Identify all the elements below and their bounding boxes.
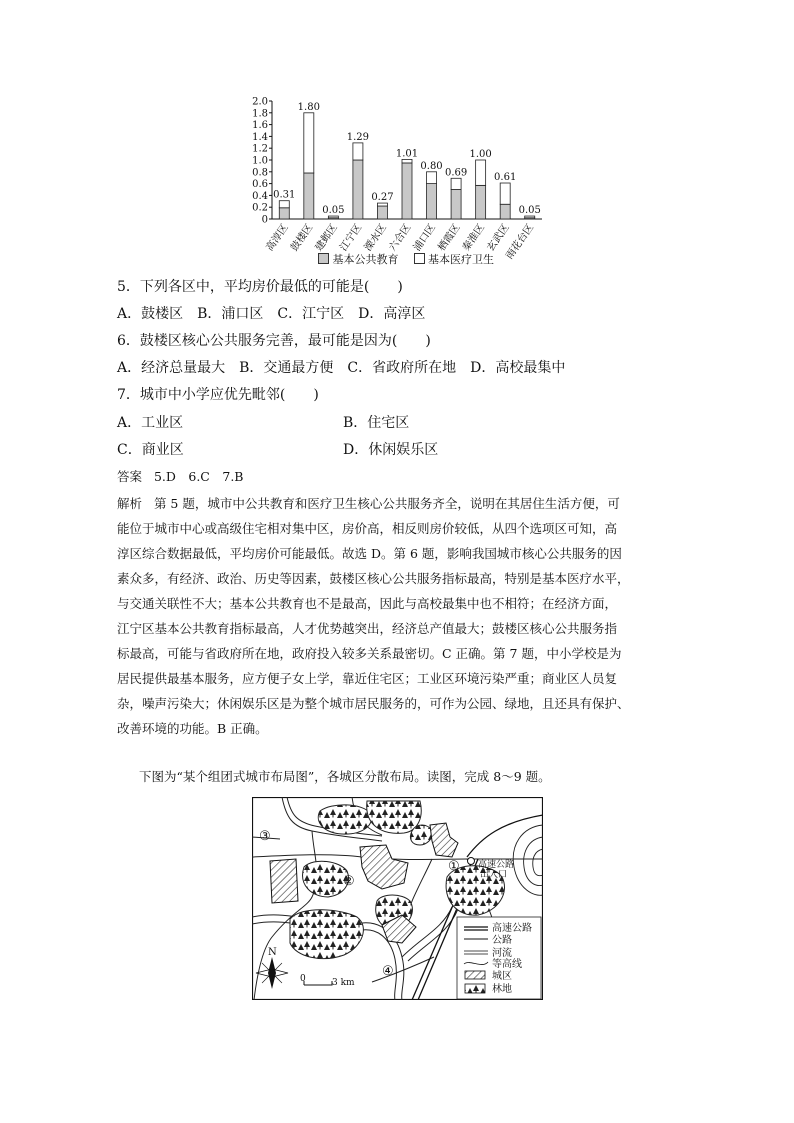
bar-education bbox=[304, 173, 314, 219]
bar-medical bbox=[377, 203, 387, 206]
category-label: 江宁区 bbox=[338, 222, 365, 254]
marker-2: ② bbox=[343, 874, 355, 889]
legend-forest: 林地 bbox=[492, 984, 512, 995]
legend-river: 河流 bbox=[492, 948, 512, 959]
y-tick-label: 1.0 bbox=[252, 155, 268, 167]
marker-4: ④ bbox=[382, 964, 394, 979]
bar-medical bbox=[328, 216, 338, 218]
question-7-option-b: B．住宅区 bbox=[343, 415, 410, 431]
scale-zero: 0 bbox=[300, 974, 306, 984]
legend-highway: 高速公路 bbox=[492, 923, 532, 934]
legend-swatch-medical bbox=[414, 253, 425, 264]
analysis-line: 解析 第 5 题，城市中公共教育和医疗卫生核心公共服务齐全，说明在其居住生活方便，可 bbox=[117, 496, 620, 511]
analysis-label: 解析 bbox=[117, 496, 143, 511]
bar-medical bbox=[402, 159, 412, 163]
analysis-line: 能位于城市中心或高级住宅相对集中区，房价高，相反则房价较低，从四个选项区可知，高 bbox=[117, 521, 618, 536]
question-5-options: A．鼓楼区 B．浦口区 C．江宁区 D．高淳区 bbox=[117, 306, 426, 322]
analysis-line: 杂，噪声污染大；休闲娱乐区是为整个城市居民服务的，可作为公园、绿地，且还具有保护、 bbox=[117, 696, 630, 711]
analysis-line: 居民提供最基本服务，应方便子女上学，靠近住宅区；工业区环境污染严重；商业区人员复 bbox=[117, 671, 618, 686]
marker-3: ③ bbox=[259, 829, 271, 844]
analysis-line: 淳区综合数据最低，平均房价可能最低。故选 D。第 6 题，影响我国城市核心公共服务的因 bbox=[117, 546, 622, 561]
bar-education bbox=[353, 160, 363, 219]
bar-medical bbox=[279, 201, 289, 208]
question-6-options: A．经济总量最大 B．交通最方便 C．省政府所在地 D．高校最集中 bbox=[117, 360, 566, 376]
y-tick-label: 0.8 bbox=[252, 167, 268, 179]
category-label: 鼓楼区 bbox=[289, 222, 316, 254]
scale-km: 3 km bbox=[332, 978, 355, 988]
category-label: 高淳区 bbox=[264, 222, 291, 254]
bar-value-label: 0.61 bbox=[494, 172, 517, 184]
bar-medical bbox=[427, 172, 437, 184]
bar-value-label: 1.80 bbox=[297, 101, 320, 113]
bar-medical bbox=[525, 216, 535, 218]
analysis-line: 素众多，有经济、政治、历史等因素，鼓楼区核心公共服务指标最高，特别是基本医疗水平， bbox=[117, 571, 630, 586]
analysis-line: 江宁区基本公共教育指标最高，人才优势越突出，经济总产值最大；鼓楼区核心公共服务指 bbox=[117, 621, 618, 636]
answer-text: 5.D 6.C 7.B bbox=[153, 469, 244, 484]
y-tick-label: 0.2 bbox=[252, 202, 268, 214]
category-label: 六合区 bbox=[387, 222, 414, 254]
question-7-option-c: C．商业区 bbox=[117, 442, 184, 458]
chart-legend bbox=[318, 253, 494, 267]
question-7-option-d: D．休闲娱乐区 bbox=[343, 442, 439, 458]
legend-contour: 等高线 bbox=[492, 959, 522, 970]
analysis-line: 标最高，可能与省政府所在地，政府投入较多关系最密切。C 正确。第 7 题，中小学校是为 bbox=[117, 646, 622, 661]
bar-value-label: 0.80 bbox=[420, 160, 443, 172]
legend-label-education: 基本公共教育 bbox=[332, 253, 399, 266]
highway-exit-icon bbox=[468, 858, 475, 865]
y-tick-label: 0 bbox=[261, 214, 268, 226]
legend-label-medical: 基本医疗卫生 bbox=[428, 253, 494, 266]
bar-value-label: 0.05 bbox=[322, 205, 345, 217]
bar-value-label: 0.05 bbox=[518, 205, 541, 217]
city-layout-map bbox=[252, 797, 543, 1000]
bar-value-label: 1.00 bbox=[469, 149, 492, 160]
map-legend bbox=[457, 917, 541, 999]
category-label: 浦口区 bbox=[411, 222, 439, 254]
bar-value-label: 1.01 bbox=[395, 148, 419, 160]
exit-label-1: 高速公路 bbox=[478, 860, 515, 870]
marker-1: ① bbox=[448, 859, 460, 874]
bar-chart bbox=[240, 92, 550, 272]
bar-education bbox=[451, 190, 461, 220]
legend-urban: 城区 bbox=[492, 971, 512, 982]
exit-label-2: 出入口 bbox=[480, 870, 508, 880]
question-5: 5．下列各区中，平均房价最低的可能是( ) bbox=[117, 279, 403, 295]
category-label: 栖霞区 bbox=[436, 222, 463, 254]
bar-education bbox=[402, 163, 412, 219]
y-tick-label: 2.0 bbox=[252, 96, 268, 108]
bar-education bbox=[476, 185, 486, 219]
bar-medical bbox=[476, 160, 486, 185]
y-tick-label: 1.6 bbox=[252, 120, 268, 132]
bar-medical bbox=[500, 183, 510, 204]
y-tick-label: 0.6 bbox=[252, 179, 268, 191]
bar-value-label: 0.69 bbox=[444, 167, 468, 179]
bar-medical bbox=[304, 113, 314, 173]
category-label: 雨花台区 bbox=[504, 222, 537, 262]
category-label: 溧水区 bbox=[362, 222, 389, 254]
bar-education bbox=[377, 206, 387, 219]
y-tick-label: 0.4 bbox=[252, 190, 268, 202]
y-tick-label: 1.8 bbox=[252, 108, 268, 120]
analysis-line: 改善环境的功能。B 正确。 bbox=[117, 721, 268, 736]
category-label: 秦淮区 bbox=[460, 222, 488, 254]
bar-value-label: 0.31 bbox=[273, 189, 296, 201]
bar-education bbox=[279, 208, 289, 219]
category-label: 建邺区 bbox=[313, 222, 340, 254]
question-7-option-a: A．工业区 bbox=[117, 415, 184, 431]
bar-medical bbox=[353, 143, 363, 160]
bar-education bbox=[500, 204, 510, 219]
answer-line bbox=[117, 464, 244, 489]
legend-swatch-education bbox=[318, 253, 329, 264]
bar-value-label: 0.27 bbox=[371, 192, 394, 204]
analysis-line: 与交通关联性不大；基本公共教育也不是最高，因此与高校最集中也不相符；在经济方面， bbox=[117, 596, 618, 611]
question-6: 6．鼓楼区核心公共服务完善，最可能是因为( ) bbox=[117, 333, 431, 349]
bar-education bbox=[427, 184, 437, 219]
y-tick-label: 1.4 bbox=[252, 131, 268, 143]
analysis-block bbox=[117, 491, 687, 741]
question-7: 7．城市中小学应优先毗邻( ) bbox=[117, 387, 319, 403]
north-label: N bbox=[268, 947, 277, 958]
legend-road: 公路 bbox=[492, 935, 512, 946]
answer-label: 答案 bbox=[117, 469, 143, 484]
category-label: 玄武区 bbox=[485, 222, 512, 254]
y-tick-label: 1.2 bbox=[252, 143, 268, 155]
bar-value-label: 1.29 bbox=[346, 131, 370, 143]
map-intro: 下图为“某个组团式城市布局图”，各城区分散布局。读图，完成 8～9 题。 bbox=[139, 769, 551, 784]
bar-medical bbox=[451, 178, 461, 189]
